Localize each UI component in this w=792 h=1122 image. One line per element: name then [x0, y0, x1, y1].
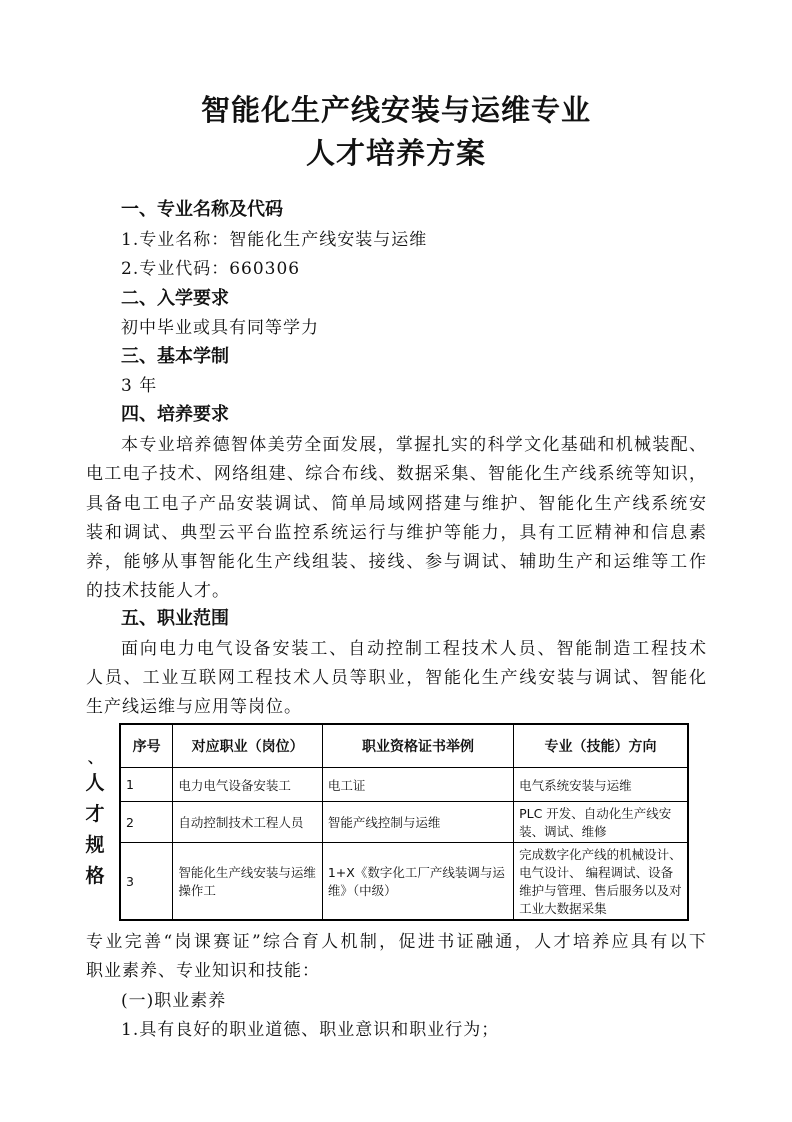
training-text-line: 具备电工电子产品安装调试、简单局域网搭建与维护、智能化生产线系统安 — [86, 494, 706, 514]
training-text-line: 电工电子技术、网络组建、综合布线、数据采集、智能化生产线系统等知识， — [86, 464, 706, 484]
table-header-row — [120, 724, 688, 768]
cell-index: 2 — [120, 802, 173, 843]
list-item: 1.具有良好的职业道德、职业意识和职业行为； — [121, 1020, 500, 1040]
side-label-char: 才 — [85, 803, 105, 825]
training-text-line: 养，能够从事智能化生产线组装、接线、参与调试、辅助生产和运维等工作 — [86, 552, 706, 572]
document-title-line1: 智能化生产线安装与运维专业 — [200, 93, 591, 127]
document-title-line2: 人才培养方案 — [305, 136, 486, 170]
cell-direction: 电气系统安装与运维 — [514, 768, 688, 802]
major-code-line: 2.专业代码：660306 — [121, 259, 301, 279]
side-label-char: 规 — [85, 834, 105, 856]
cell-certificate: 1+X《数字化工厂产线装调与运维》（中级） — [322, 843, 513, 921]
cell-occupation: 自动控制技术工程人员 — [173, 802, 322, 843]
table-row — [120, 843, 688, 921]
side-label-talent-spec — [84, 750, 106, 892]
cell-direction: PLC 开发、自动化生产线安装、调试、维修 — [514, 802, 688, 843]
side-label-char: 格 — [85, 865, 105, 887]
header-certificate: 职业资格证书举例 — [322, 724, 513, 768]
career-text-line: 人员、工业互联网工程技术人员等职业，智能化生产线安装与调试、智能化 — [86, 668, 706, 688]
admission-text: 初中毕业或具有同等学力 — [121, 318, 319, 338]
duration-text: 3 年 — [121, 376, 158, 396]
cell-occupation: 智能化生产线安装与运维操作工 — [173, 843, 322, 921]
training-text-line: 的技术技能人才。 — [86, 581, 230, 601]
major-name-line: 1.专业名称：智能化生产线安装与运维 — [121, 230, 428, 250]
cell-index: 1 — [120, 768, 173, 802]
summary-text-line: 职业素养、专业知识和技能： — [86, 961, 320, 981]
header-index: 序号 — [120, 724, 173, 768]
cell-index: 3 — [120, 843, 173, 921]
career-text-line: 生产线运维与应用等岗位。 — [86, 697, 302, 717]
section2-heading: 二、入学要求 — [121, 288, 229, 309]
table-row — [120, 802, 688, 843]
section3-heading: 三、基本学制 — [121, 346, 229, 367]
cell-certificate: 智能产线控制与运维 — [322, 802, 513, 843]
table-row — [120, 768, 688, 802]
side-label-char: 人 — [85, 772, 105, 794]
training-text-line: 本专业培养德智体美劳全面发展，掌握扎实的科学文化基础和机械装配、 — [121, 435, 706, 455]
header-occupation: 对应职业（岗位） — [173, 724, 322, 768]
cell-direction: 完成数字化产线的机械设计、电气设计、 编程调试、设备维护与管理、售后服务以及对工业大数据采集 — [514, 843, 688, 921]
cell-occupation: 电力电气设备安装工 — [173, 768, 322, 802]
career-table — [119, 723, 689, 921]
section4-heading: 四、培养要求 — [121, 404, 229, 425]
section1-heading: 一、专业名称及代码 — [121, 199, 283, 220]
side-label-mark: 、 — [88, 751, 102, 767]
subsection-heading: (一)职业素养 — [121, 991, 227, 1011]
section5-heading: 五、职业范围 — [121, 608, 229, 629]
cell-certificate: 电工证 — [322, 768, 513, 802]
training-text-line: 装和调试、典型云平台监控系统运行与维护等能力，具有工匠精神和信息素 — [86, 523, 706, 543]
career-text-line: 面向电力电气设备安装工、自动控制工程技术人员、智能制造工程技术 — [121, 639, 706, 659]
summary-text-line: 专业完善“岗课赛证”综合育人机制，促进书证融通，人才培养应具有以下 — [86, 932, 706, 952]
header-direction: 专业（技能）方向 — [514, 724, 688, 768]
